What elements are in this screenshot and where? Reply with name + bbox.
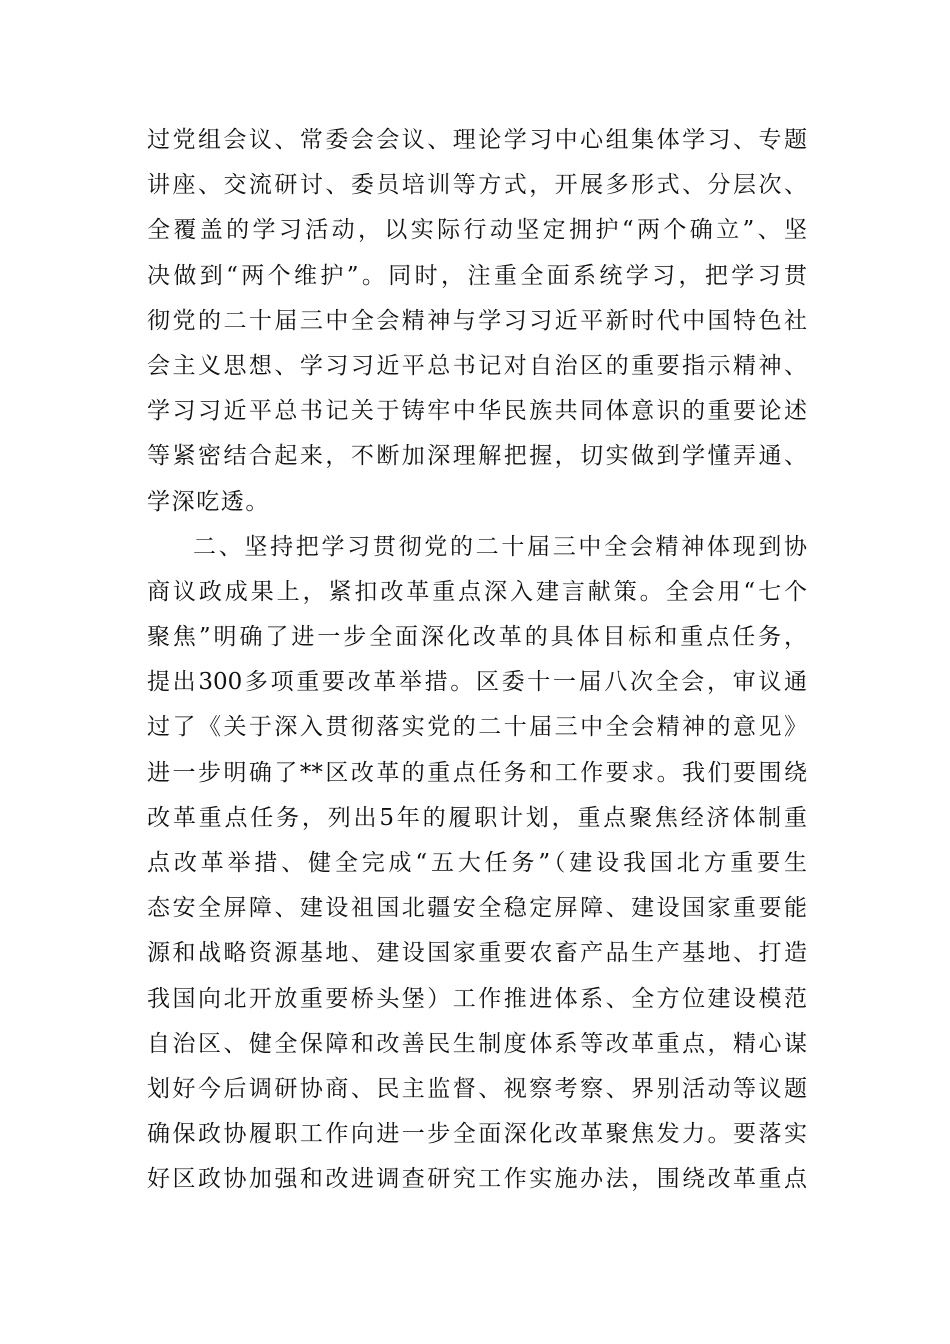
paragraph-line: 划好今后调研协商、民主监督、视察考察、界别活动等议题 bbox=[147, 1075, 807, 1102]
paragraph-line: 好区政协加强和改进调查研究工作实施办法，围绕改革重点 bbox=[147, 1166, 807, 1193]
paragraph-line: 提出300多项重要改革举措。区委十一届八次全会，审议通 bbox=[147, 669, 807, 696]
paragraph-line: 二、坚持把学习贯彻党的二十届三中全会精神体现到协 bbox=[193, 533, 807, 560]
paragraph-line: 决做到“两个维护”。同时，注重全面系统学习，把学习贯 bbox=[147, 262, 807, 289]
paragraph-line: 自治区、健全保障和改善民生制度体系等改革重点，精心谋 bbox=[147, 1030, 807, 1057]
paragraph-line: 进一步明确了**区改革的重点任务和工作要求。我们要围绕 bbox=[147, 759, 807, 786]
paragraph-line: 过了《关于深入贯彻落实党的二十届三中全会精神的意见》 bbox=[147, 714, 807, 741]
paragraph-line: 态安全屏障、建设祖国北疆安全稳定屏障、建设国家重要能 bbox=[147, 895, 807, 922]
body-text bbox=[147, 118, 807, 1203]
paragraph-line: 等紧密结合起来，不断加深理解把握，切实做到学懂弄通、 bbox=[147, 443, 807, 470]
paragraph-2 bbox=[147, 525, 807, 1203]
paragraph-line: 改革重点任务，列出5年的履职计划，重点聚焦经济体制重 bbox=[147, 804, 807, 831]
paragraph-line: 学习习近平总书记关于铸牢中华民族共同体意识的重要论述 bbox=[147, 398, 807, 425]
paragraph-line: 学深吃透。 bbox=[147, 488, 270, 515]
paragraph-line: 确保政协履职工作向进一步全面深化改革聚焦发力。要落实 bbox=[147, 1121, 807, 1148]
paragraph-line: 讲座、交流研讨、委员培训等方式，开展多形式、分层次、 bbox=[147, 172, 807, 199]
paragraph-line: 点改革举措、健全完成“五大任务”（建设我国北方重要生 bbox=[147, 850, 807, 876]
paragraph-line: 彻党的二十届三中全会精神与学习习近平新时代中国特色社 bbox=[147, 307, 807, 334]
paragraph-line: 我国向北开放重要桥头堡）工作推进体系、全方位建设模范 bbox=[147, 985, 807, 1012]
paragraph-line: 商议政成果上，紧扣改革重点深入建言献策。全会用“七个 bbox=[147, 578, 807, 605]
paragraph-line: 聚焦”明确了进一步全面深化改革的具体目标和重点任务， bbox=[147, 624, 807, 651]
paragraph-line: 全覆盖的学习活动，以实际行动坚定拥护“两个确立”、坚 bbox=[147, 217, 807, 244]
paragraph-line: 源和战略资源基地、建设国家重要农畜产品生产基地、打造 bbox=[147, 940, 807, 967]
paragraph-line: 会主义思想、学习习近平总书记对自治区的重要指示精神、 bbox=[147, 352, 807, 379]
paragraph-line: 过党组会议、常委会会议、理论学习中心组集体学习、专题 bbox=[147, 127, 807, 153]
paragraph-1 bbox=[147, 118, 807, 525]
